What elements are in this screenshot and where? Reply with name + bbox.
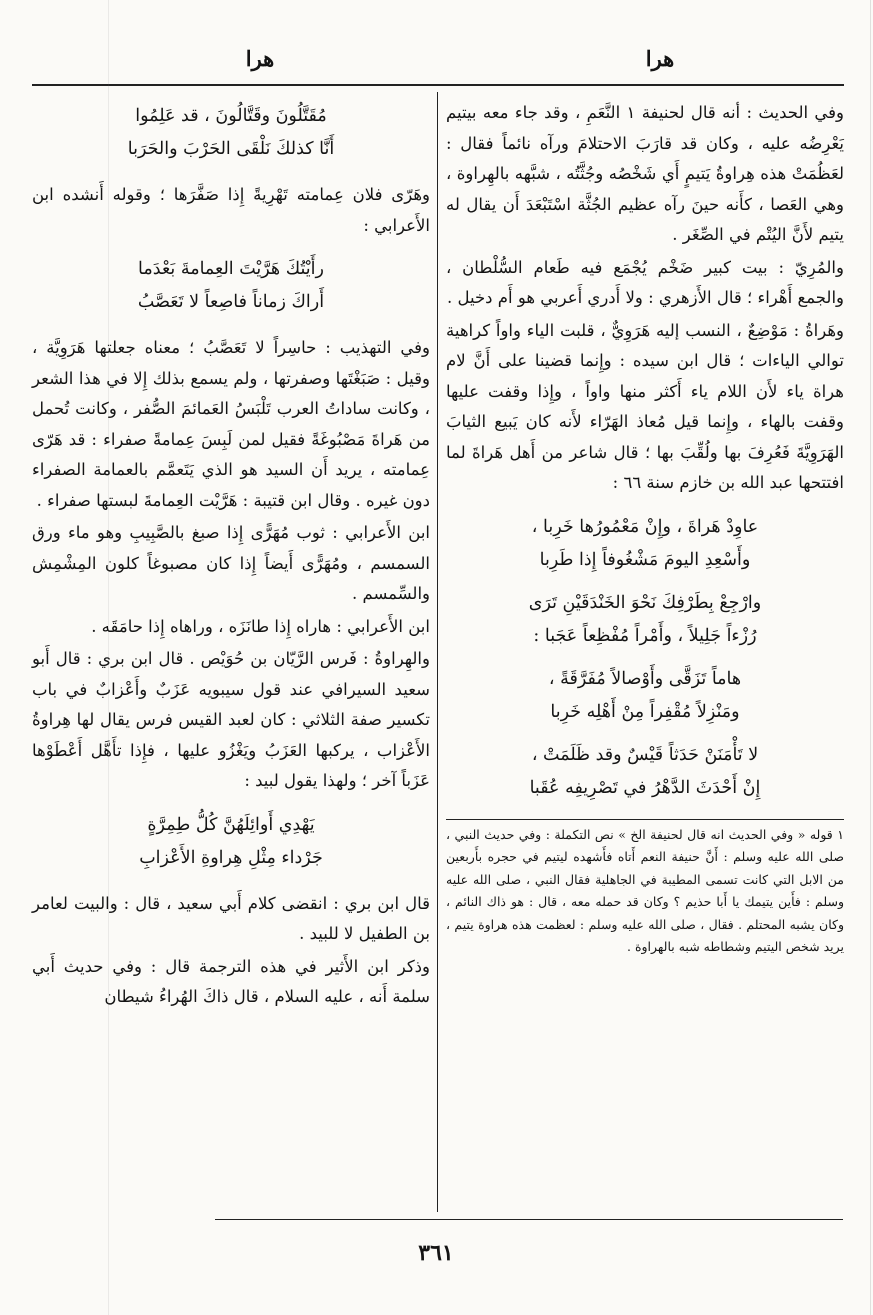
entry-paragraph: وفي الحديث : أنه قال لحنيفة ١ النَّعَمِ ، وقد جاء معه بيتيم يَعْرِضُه عليه ، وكان قد قارَبَ الاحتلامَ ورآه نائماً فقال : لعَظُمَتْ هذه هِراوةُ يَتيمٍ أَي شَخْصُه وجُثَّتُه ، شبَّهه بالهِراوة ، وهي العَصا ، كأَنه حينَ رآه عظيم الجُثَّة اسْتَبْعَدَ أَن يقال له يتيم لأَنَّ اليُتْم في الصِّغَر . bbox=[446, 103, 844, 244]
verse-line: رأَيْتُكَ هَرَّيْتَ العِمامةَ بَعْدَما bbox=[138, 259, 324, 279]
footnote: ١ قوله « وفي الحديث انه قال لحنيفة الخ » نص التكملة : وفي حديث النبي ، صلى الله عليه وسلم : أَنَّ حنيفة النعم أَتاه فأَشهده ليتيم في حجره بأَربعين من الابل التي كانت تسمى المطيبة في الجاهلية فقال النبي ، صلى الله عليه وسلم : فأَين يتيمك يا أَبا حذيم ؟ وكان قد حمله معه ، قال : هو ذاك النائم ، وكان يشبه المحتلم . فقال ، صلى الله عليه وسلم : لعظمت هذه هراوة يتيم ، يريد شخص اليتيم وشطاطه شبه بالهراوة . bbox=[446, 826, 844, 954]
verse-line: جَرْداء مِثْلِ هِراوةِ الأَعْزابِ bbox=[139, 847, 323, 868]
scan-artifact bbox=[108, 0, 109, 1315]
column-divider bbox=[437, 92, 438, 1212]
verse-line: رُزْءاً جَلِيلاً ، وأَمْراً مُفْظِعاً عَجَبا : bbox=[533, 625, 757, 646]
verse-line: مُقَتَّلُونَ وقَتَّالُونَ ، قد عَلِمُوا bbox=[135, 106, 327, 126]
verse-line: هاماً تَزَقَّى وأَوْصالاً مُفَرَّقَةً ، bbox=[548, 668, 742, 689]
verse-block bbox=[32, 100, 430, 166]
footnote-rule bbox=[446, 819, 844, 820]
entry-paragraph: ابن الأَعرابي : هاراه إِذا طانَزَه ، وراهاه إِذا حامَقَه . bbox=[91, 616, 430, 636]
footer-rule bbox=[215, 1219, 843, 1220]
running-header-right: هرا bbox=[645, 46, 675, 71]
right-column bbox=[446, 98, 844, 961]
entry-paragraph: والهِراوةُ : فَرس الرَّيّان بن حُوَيْص . قال ابن بري : قال أَبو سعيد السيرافي عند قول سيبويه عَزَبٌ وأَعْزابٌ في باب تكسير صفة الثلاثي : كان لعبد القيس فرس يقال لها هِراوةُ الأَعْزاب ، يركبها العَزَبُ ويَغْزُو عليها ، فإِذا تأَهَّل أَعْطَوْها عَزَباً آخر ؛ ولهذا يقول لبيد : bbox=[32, 649, 430, 790]
verse-line: أَنَّا كذلكَ نَلْقَى الحَرْبَ والحَرَبا bbox=[127, 139, 335, 159]
verse-line: ومَنْزِلاً مُقْفِراً مِنْ أَهْلِه خَرِبا bbox=[550, 701, 740, 722]
verse-line: يَهْدِي أَوائِلَهُنَّ كُلُّ طِمِرَّةٍ bbox=[147, 814, 315, 835]
header-rule bbox=[32, 84, 844, 86]
verse-line: عاوِدْ هَراةَ ، وإِنْ مَعْمُورُها خَرِبا ، bbox=[531, 516, 759, 537]
entry-paragraph: قال ابن بري : انقضى كلام أَبي سعيد ، قال : والبيت لعامر بن الطفيل لا للبيد . bbox=[32, 893, 430, 943]
verse-block bbox=[32, 809, 430, 875]
scan-artifact bbox=[870, 0, 871, 1315]
running-header-left: هرا bbox=[245, 46, 275, 71]
entry-paragraph: وفي التهذيب : حاسِراً لا تَعَصَّبُ ؛ معناه جعلتها هَرَوِيَّة ، وقيل : صَبَغْتَها وصفرتها ، ولم يسمع بذلك إِلا في هذا الشعر ، وكانت ساداتُ العرب تَلْبَسُ العَمائمَ الصُّفر ، وكانت تُحمل من هَراةَ مَصْبُوغَةً فقيل لمن لَبِسَ عِمامةً صفراء : قد هَرّى عِمامته ، يريد أَن السيد هو الذي يَتَعمَّم بالعمامة الصفراء دون غيره . وقال ابن قتيبة : هَرَّيْت العِمامةَ لبستها صفراء . bbox=[32, 338, 430, 510]
verse-block bbox=[32, 253, 430, 319]
page-number: ٣٦١ bbox=[418, 1240, 454, 1266]
entry-paragraph: وهَراةُ : مَوْضِعٌ ، النسب إليه هَرَوِيٌّ ، قلبت الياء واواً كراهية توالي الياءات ؛ قال ابن سيده : وإِنما قضينا على أَنَّ لام هراة ياء لأَن اللام ياء أَكثر منها واواً ، وإِذا وقفت عليها وقفت بالهاء ، وإِنما قيل مُعاذ الهَرّاء لأَنه كان يَبيع الثيابَ الهَرَوِيَّةَ فَعُرِفَ بها ولُقِّبَ بها ؛ قال شاعر من أَهل هَراةَ لما افتتحها عبد الله بن خازم سنة ٦٦ : bbox=[446, 320, 844, 492]
verse-line: أَراكَ زماناً فاصِعاً لا تَعَصَّبُ bbox=[137, 292, 325, 312]
verse-line: لا تَأْمَنَنْ حَدَثاً قَيْسٌ وقد ظَلَمَتْ ، bbox=[531, 744, 759, 765]
verse-line: وأَسْعِدِ اليومَ مَشْغُوفاً إِذا طَرِبا bbox=[539, 549, 751, 570]
entry-paragraph: ابن الأَعرابي : ثوب مُهَرًّى إِذا صبغ بالصَّبِيبِ وهو ماء ورق السمسم ، ومُهَرًّى أَيضاً إِذا كان مصبوغاً كلون المِشْمِش والسِّمسم . bbox=[32, 523, 430, 603]
entry-paragraph: وذكر ابن الأَثير في هذه الترجمة قال : وفي حديث أَبي سلمة أَنه ، عليه السلام ، قال ذاكَ الهُراءُ شيطان bbox=[32, 956, 430, 1006]
verse-line: إِنْ أَحْدَثَ الدَّهْرُ في تَصْرِيفِه عُقَبا bbox=[529, 777, 761, 798]
left-column bbox=[32, 98, 430, 1015]
verse-block bbox=[446, 511, 844, 805]
verse-line: وارْجِعْ بِطَرْفِكَ نَحْوَ الخَنْدَقَيْنِ تَرَى bbox=[528, 592, 762, 613]
entry-paragraph: والمُرِيّ : بيت كبير ضَخْم يُجْمَع فيه طَعام السُّلْطان ، والجمع أَهْراء ؛ قال الأَزهري : ولا أَدري أَعربي هو أَم دخيل . bbox=[446, 257, 844, 307]
entry-paragraph: وهَرّى فلان عِمامته تَهْرِيةً إِذا صَفَّرَها ؛ وقوله أَنشده ابن الأَعرابي : bbox=[32, 185, 430, 235]
